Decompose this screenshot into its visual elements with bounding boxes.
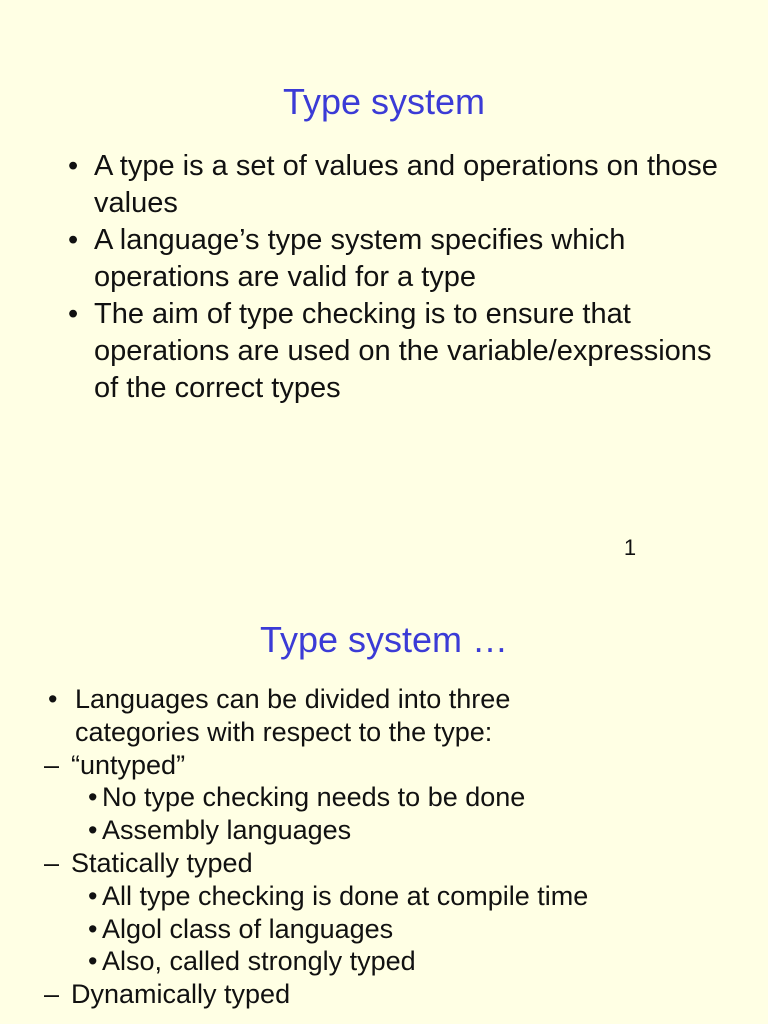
slide-1-title: Type system	[282, 81, 486, 122]
bullet-marker: •	[88, 880, 98, 911]
slide-2-title: Type system …	[259, 619, 509, 660]
bullet-marker: •	[88, 782, 98, 813]
bullet-text: The aim of type checking is to ensure that operations are used on the variable/expressions of the correct types	[94, 298, 712, 404]
dash-marker: –	[44, 749, 60, 780]
sub-item-text: Assembly languages	[102, 815, 352, 846]
sub-item-text: No type checking needs to be done	[102, 782, 526, 813]
bullet-item	[68, 296, 728, 407]
bullet-marker: •	[88, 815, 98, 846]
bullet-text: A language’s type system specifies which operations are valid for a type	[94, 224, 626, 293]
page-number: 1	[623, 535, 637, 560]
sub-item-text: All type checking is done at compile time	[102, 880, 589, 911]
intro-text: Languages can be divided into three categories with respect to the type:	[75, 684, 511, 747]
sub-item	[44, 945, 744, 978]
sub-item	[44, 781, 744, 814]
bullet-marker: •	[68, 298, 79, 330]
sub-item	[44, 913, 744, 946]
sub-item	[44, 880, 744, 913]
slide-2	[0, 580, 768, 1024]
bullet-marker: •	[88, 946, 98, 977]
category-item	[44, 847, 744, 880]
sub-item-text: Algol class of languages	[102, 913, 394, 944]
bullet-item	[68, 222, 728, 296]
bullet-marker: •	[88, 913, 98, 944]
slide-1-bullet-list	[68, 148, 728, 407]
category-label: “untyped”	[71, 749, 186, 780]
category-label: Dynamically typed	[71, 979, 291, 1010]
bullet-item	[68, 148, 728, 222]
bullet-marker: •	[68, 150, 79, 182]
sub-item-text: Also, called strongly typed	[102, 946, 416, 977]
slide-2-outline	[44, 683, 744, 1011]
bullet-marker: •	[68, 224, 79, 256]
intro-bullet	[44, 683, 744, 749]
dash-marker: –	[44, 847, 60, 878]
sub-item	[44, 814, 744, 847]
category-label: Statically typed	[71, 847, 253, 878]
bullet-text: A type is a set of values and operations on those values	[94, 150, 718, 219]
category-item	[44, 749, 744, 782]
bullet-marker: •	[48, 684, 58, 714]
category-item	[44, 978, 744, 1011]
dash-marker: –	[44, 979, 60, 1010]
